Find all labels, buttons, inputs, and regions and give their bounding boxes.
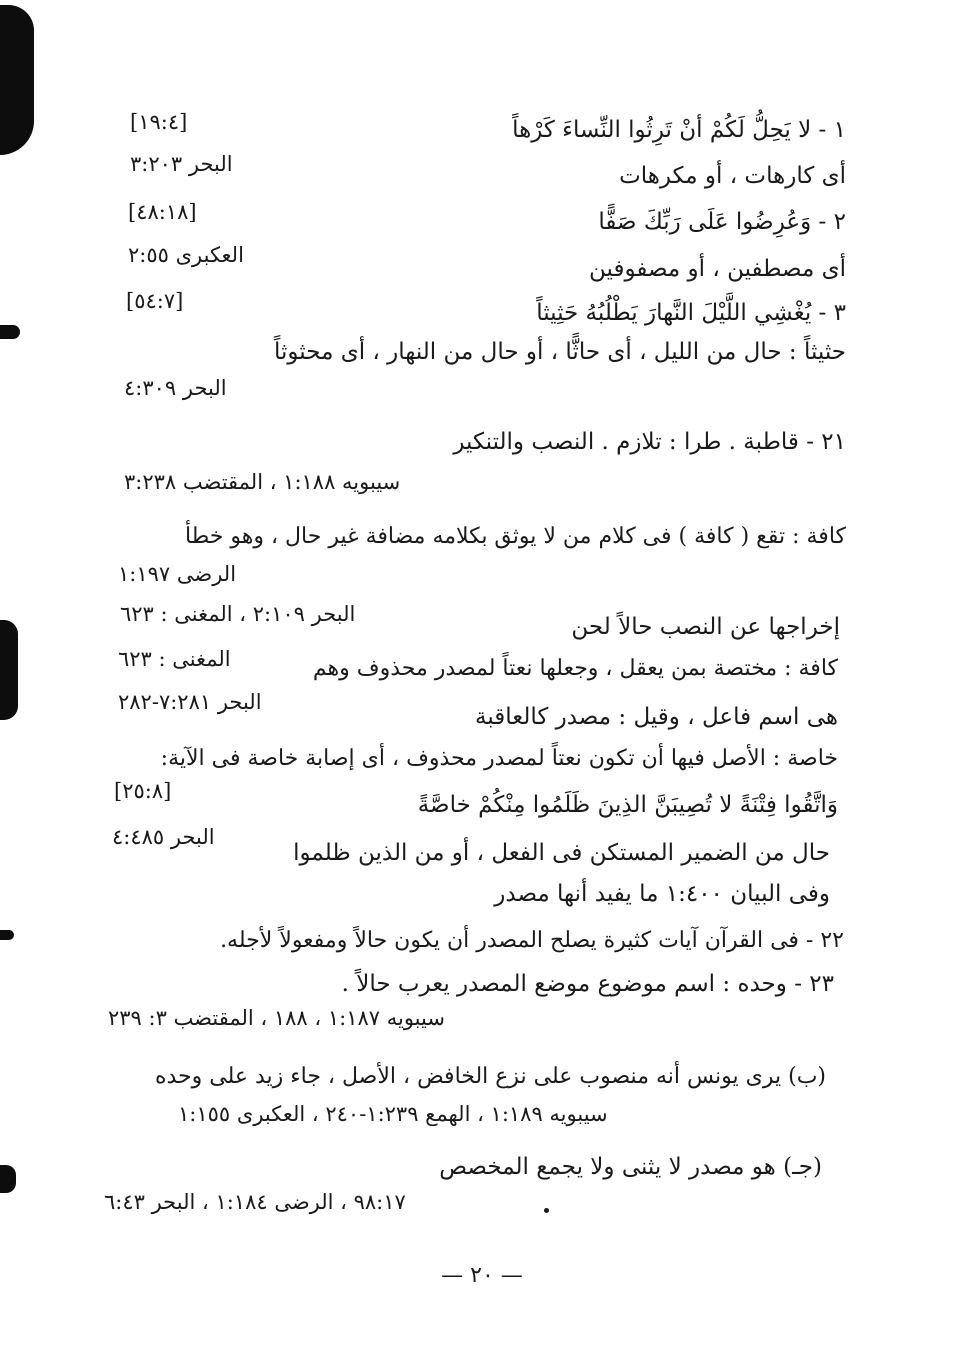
reference: سيبويه ١:١٨٧ ، ١٨٨ ، المقتضب ٣: ٢٣٩	[108, 1006, 445, 1030]
text-line: أى مصطفين ، أو مصفوفين	[589, 256, 846, 282]
text-line: كافة : تقع ( كافة ) فى كلام من لا يوثق بكلامه مضافة غير حال ، وهو خطأ	[185, 524, 846, 549]
text-line: ٢١ - قاطبة . طرا : تلازم . النصب والتنكير	[453, 429, 846, 455]
reference: البحر ٤:٣٠٩	[124, 376, 227, 400]
reference: ٩٨:١٧ ، الرضى ١:١٨٤ ، البحر ٦:٤٣	[104, 1190, 406, 1214]
text-line: (ب) يرى يونس أنه منصوب على نزع الخافض ، الأصل ، جاء زيد على وحده	[154, 1064, 826, 1089]
reference: المغنى : ٦٢٣	[118, 647, 231, 671]
reference: البحر ٤:٤٨٥	[112, 825, 215, 849]
reference: [٥٤:٧]	[126, 289, 184, 313]
scan-blot	[0, 5, 34, 155]
reference: الرضى ١:١٩٧	[118, 562, 237, 586]
text-line: خاصة : الأصل فيها أن تكون نعتاً لمصدر محذوف ، أى إصابة خاصة فى الآية:	[160, 746, 838, 771]
reference: البحر ٧:٢٨١-٢٨٢	[118, 690, 262, 714]
reference: سيبويه ١:١٨٨ ، المقتضب ٣:٢٣٨	[124, 470, 401, 494]
reference: البحر ٢:١٠٩ ، المغنى : ٦٢٣	[120, 602, 356, 626]
text-line: إخراجها عن النصب حالاً لحن	[571, 614, 840, 640]
reference: سيبويه ١:١٨٩ ، الهمع ١:٢٣٩-٢٤٠ ، العكبرى ١:١٥٥	[178, 1102, 608, 1126]
scan-blot	[0, 930, 14, 940]
text-line: ٢ - وَعُرِضُوا عَلَى رَبِّكَ صَفًّا	[598, 209, 846, 235]
text-line: كافة : مختصة بمن يعقل ، وجعلها نعتاً لمصدر محذوف وهم	[312, 656, 838, 681]
reference: العكبرى ٢:٥٥	[128, 243, 244, 267]
dot-mark	[544, 1208, 549, 1213]
text-line: وَاتَّقُوا فِتْنَةً لا تُصِيبَنَّ الذِينَ ظَلَمُوا مِنْكُمْ خاصَّةً	[417, 792, 838, 818]
text-line: ٣ - يُغْشِي اللَّيْلَ النَّهارَ يَطْلُبُهُ حَثِيثاً	[536, 300, 846, 326]
scan-blot	[0, 620, 18, 720]
text-line: (جـ) هو مصدر لا يثنى ولا يجمع المخصص	[439, 1154, 822, 1180]
text-line: حال من الضمير المستكن فى الفعل ، أو من الذين ظلموا	[293, 840, 830, 866]
text-line: هى اسم فاعل ، وقيل : مصدر كالعاقبة	[474, 704, 838, 730]
text-line: ١ - لا يَحِلُّ لَكُمْ أنْ تَرِثُوا النِّساءَ كَرْهاً	[512, 117, 846, 143]
reference: البحر ٣:٢٠٣	[130, 152, 233, 176]
scan-blot	[0, 325, 20, 339]
reference: [٤٨:١٨]	[128, 200, 197, 224]
text-line: وفى البيان ١:٤٠٠ ما يفيد أنها مصدر	[494, 881, 830, 907]
scan-blot	[0, 1165, 16, 1193]
text-line: حثيثاً : حال من الليل ، أى حاثًّا ، أو حال من النهار ، أى محثوثاً	[273, 339, 846, 365]
reference: [٢٥:٨]	[114, 779, 172, 803]
reference: [١٩:٤]	[130, 110, 188, 134]
text-line: ٢٢ - فى القرآن آيات كثيرة يصلح المصدر أن يكون حالاً ومفعولاً لأجله.	[220, 928, 844, 953]
text-line: ٢٣ - وحده : اسم موضوع موضع المصدر يعرب حالاً .	[341, 971, 834, 997]
page-number: — ٢٠ —	[441, 1263, 523, 1288]
text-line: أى كارهات ، أو مكرهات	[619, 163, 846, 189]
